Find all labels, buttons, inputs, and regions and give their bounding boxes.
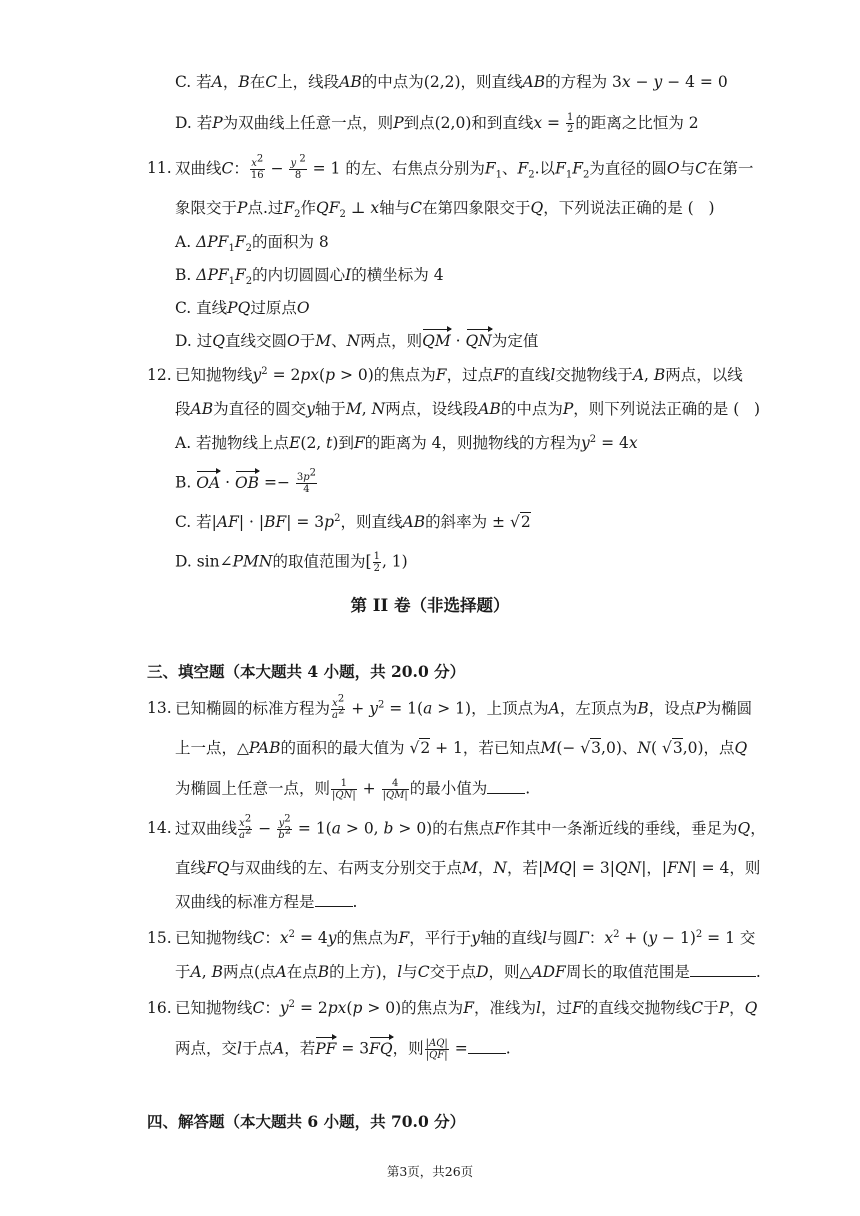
q15-stem-line2: 于A, B两点(点A在点B的上方)，l与C交于点D，则△ADF周长的取值范围是 . [175, 963, 761, 981]
q11-option-b: B. $\Delta PF_1F_2$的内切圆圆心I的横坐标为 4 [175, 266, 444, 288]
q13-number: 13. [147, 699, 172, 717]
q13-stem-line1: 已知椭圆的标准方程为 $\frac{x^2}{a^2}$ + $y^2 = 1(a > 1)$，上顶点为A，左顶点为B，设点P为椭圆 [175, 693, 753, 721]
q16-stem-line2: 两点，交l于点A，若PF = 3FQ，则 $\frac{|AQ|}{|QF|}$ = . [175, 1038, 511, 1061]
q12-stem-line2: 段AB为直径的圆交y轴于M, N两点，设线段AB的中点为P，则下列说法正确的是 ( ) [175, 400, 761, 418]
q12-option-b: B. OA · OB =− $\frac{3p^2}{4}$ [175, 467, 317, 495]
q10-option-d: D. 若P为双曲线上任意一点，则P到点(2,0)和到直线x = $\frac{1}{2}$ 的距离之比恒为 2 [175, 112, 699, 135]
q14-stem-line1: 过双曲线 $\frac{x^2}{a^2}$ − $\frac{y^2}{b^2}$ = 1(a > 0, b > 0)的右焦点F作其中一条渐近线的垂线，垂足为Q， [175, 813, 766, 841]
q12-option-d: D. sin∠PMN的取值范围为[ $\frac{1}{2}$ , 1) [175, 551, 408, 574]
q10-option-c: C. 若A，B在C上，线段AB的中点为(2,2)，则直线AB的方程为 3x − y − 4 = 0 [175, 73, 728, 91]
q16-stem-line1: 已知抛物线C：$y^2 = 2px(p > 0)$的焦点为F，准线为l，过F的直线交抛物线C于P，Q [175, 998, 758, 1017]
q12-option-c: C. 若$|AF| \cdot |BF| = 3p^2$，则直线AB的斜率为 ± √2 [175, 512, 531, 531]
q12-option-a: A. 若抛物线上点E(2, t)到F的距离为 4，则抛物线的方程为$y^2 = 4x$ [175, 433, 638, 452]
part2-title: 第 II 卷（非选择题） [350, 596, 510, 615]
q14-number: 14. [147, 819, 172, 837]
q14-stem-line3: 双曲线的标准方程是 . [175, 893, 358, 911]
page-footer: 第3页，共26页 [386, 1164, 474, 1179]
q11-option-a: A. $\Delta PF_1F_2$的面积为 8 [175, 233, 329, 255]
q15-stem-line1: 已知抛物线C：$x^2 = 4y$的焦点为F，平行于y轴的直线l与圆Γ：$x^2 + (y - 1)^2 = 1$ 交 [175, 928, 756, 947]
q16-number: 16. [147, 999, 172, 1017]
q11-number: 11. [147, 159, 172, 177]
section3-heading: 三、填空题（本大题共 4 小题，共 20.0 分） [147, 662, 466, 681]
q12-number: 12. [147, 366, 172, 384]
q14-stem-line2: 直线FQ与双曲线的左、右两支分别交于点M，N，若|MQ| = 3|QN|，|FN| = 4，则 [175, 859, 761, 877]
q13-stem-line3: 为椭圆上任意一点，则 $\frac{1}{|QN|}$ + $\frac{4}{|QM|}$ 的最小值为 . [175, 778, 531, 801]
q15-number: 15. [147, 929, 172, 947]
q11-option-d: D. 过Q直线交圆O于M、N两点，则QM · QN为定值 [175, 332, 539, 350]
q12-stem-line1: 已知抛物线$y^2 = 2px(p > 0)$的焦点为F，过点F的直线l交抛物线于A, B两点，以线 [175, 365, 743, 384]
q11-option-c: C. 直线PQ过原点O [175, 299, 310, 317]
section4-heading: 四、解答题（本大题共 6 小题，共 70.0 分） [147, 1112, 466, 1131]
q11-stem-line1: 双曲线C： $\frac{x^2}{16}$ − $\frac{y ^2}{8}$ = 1 的左、右焦点分别为$F_1$、$F_2$.以$F_1F_2$为直径的圆O与C在第一 [175, 153, 754, 181]
q11-stem-line2: 象限交于P点.过$F_2$作$QF_2$ ⊥ x轴与C在第四象限交于Q，下列说法正确的是 ( ) [175, 199, 715, 221]
q13-stem-line2: 上一点，△PAB的面积的最大值为 √2 + 1，若已知点M(− √3,0)、N( √3,0)，点Q [175, 739, 748, 757]
